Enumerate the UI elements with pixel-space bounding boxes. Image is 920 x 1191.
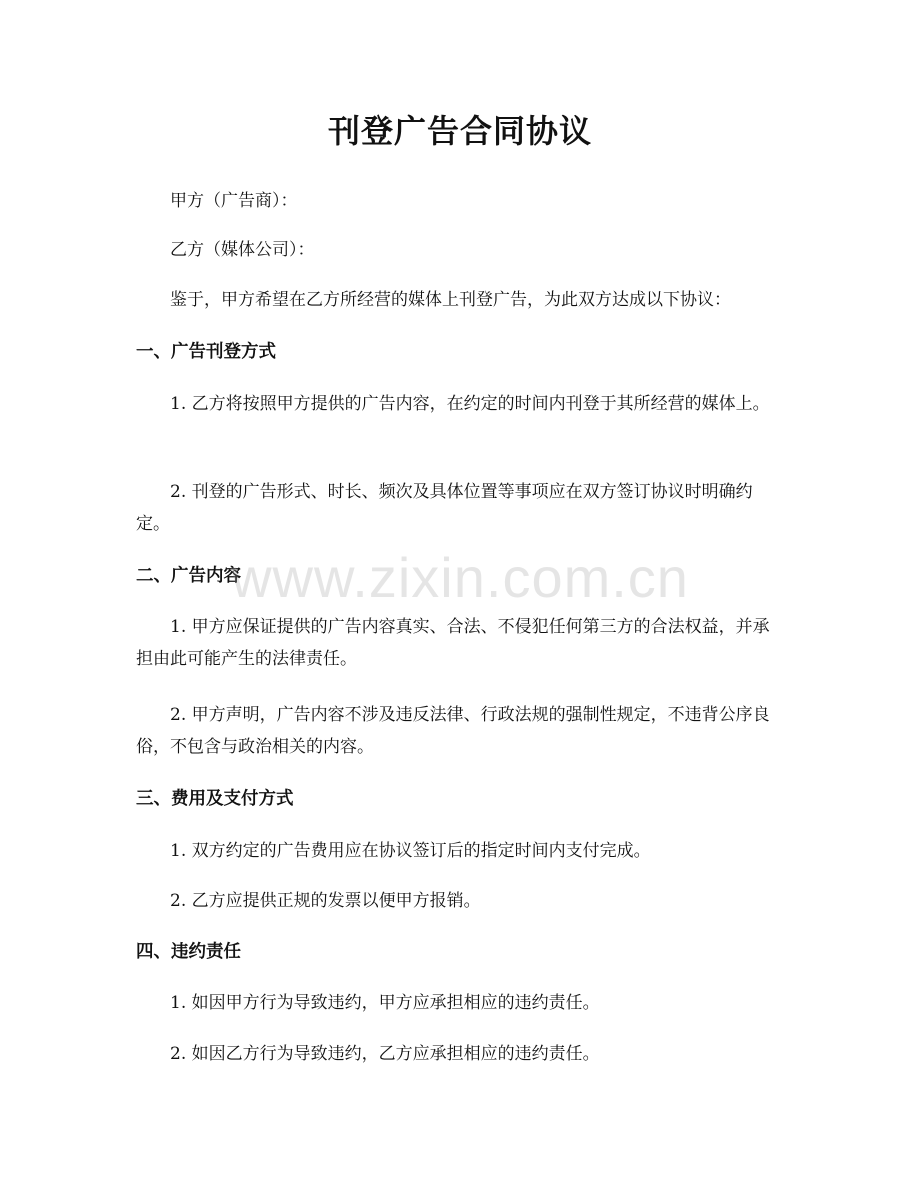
party-b-line: 乙方（媒体公司）： — [170, 240, 315, 260]
document-title: 刊登广告合同协议 — [327, 112, 592, 150]
section-item: 1. 如因甲方行为导致违约，甲方应承担相应的违约责任。 — [170, 993, 600, 1013]
section-heading: 一、广告刊登方式 — [136, 342, 276, 362]
section-heading: 四、违约责任 — [136, 942, 241, 962]
section-item: 1. 乙方将按照甲方提供的广告内容，在约定的时间内刊登于其所经营的媒体上。 — [170, 394, 770, 414]
section-item: 2. 刊登的广告形式、时长、频次及具体位置等事项应在双方签订协议时明确约定。 — [136, 482, 753, 534]
section-item: 1. 双方约定的广告费用应在协议签订后的指定时间内支付完成。 — [170, 841, 651, 861]
section-heading: 三、费用及支付方式 — [136, 789, 294, 809]
watermark-text: www.zixin.com.cn — [231, 546, 689, 609]
section-heading: 二、广告内容 — [136, 566, 241, 586]
section-item: 2. 乙方应提供正规的发票以便甲方报销。 — [170, 891, 481, 911]
preamble-paragraph: 鉴于，甲方希望在乙方所经营的媒体上刊登广告，为此双方达成以下协议： — [170, 290, 731, 310]
section-item: 1. 甲方应保证提供的广告内容真实、合法、不侵犯任何第三方的合法权益，并承担由此可能产生的法律责任。 — [136, 617, 770, 669]
party-a-line: 甲方（广告商）： — [170, 191, 298, 211]
section-item: 2. 如因乙方行为导致违约，乙方应承担相应的违约责任。 — [170, 1044, 600, 1064]
section-item: 2. 甲方声明，广告内容不涉及违反法律、行政法规的强制性规定，不违背公序良俗，不包含与政治相关的内容。 — [136, 705, 770, 757]
